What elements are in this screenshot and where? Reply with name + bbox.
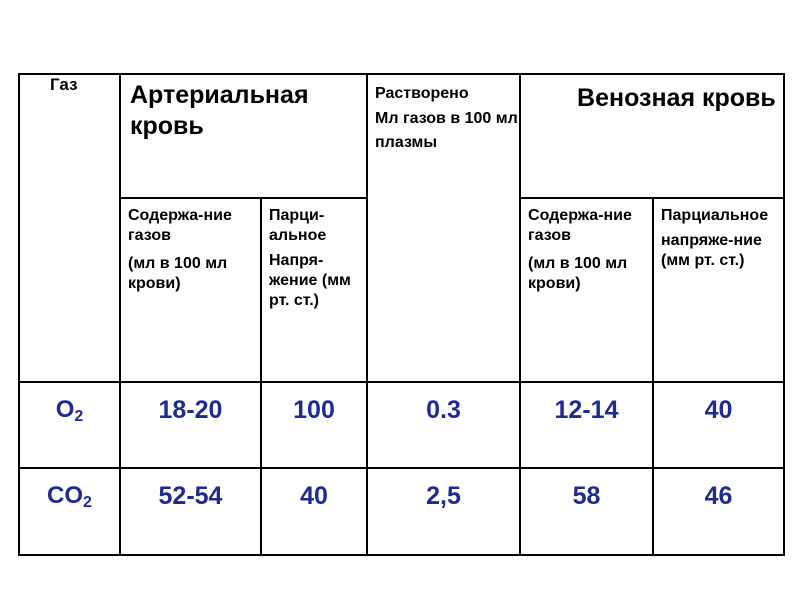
arterial-partial-label-line1: Парци-альное (269, 207, 327, 244)
venous-blood-header (520, 74, 784, 198)
arterial-content-label-line2: (мл в 100 мл крови) (128, 255, 228, 292)
venous-partial-label-line2: напряже-ние (мм рт. ст.) (661, 232, 762, 269)
dissolved-value: 2,5 (367, 468, 520, 555)
gas-formula: CO (47, 482, 84, 509)
venous-partial-label-line1: Парциальное (661, 207, 769, 224)
venous-partial-value: 46 (653, 468, 784, 555)
table-row (19, 382, 784, 468)
gas-name-cell (19, 468, 120, 555)
dissolved-label-line2: Мл газов в 100 мл (375, 110, 518, 127)
arterial-content-value: 52-54 (120, 468, 261, 555)
gas-formula-subscript: 2 (74, 408, 84, 425)
gas-header-label: Газ (50, 75, 78, 94)
dissolved-label-line1: Растворено (375, 85, 469, 102)
venous-content-label-line1: Содержа-ние газов (528, 207, 632, 244)
venous-content-label-line2: (мл в 100 мл крови) (528, 255, 628, 292)
arterial-partial-value: 40 (261, 468, 367, 555)
arterial-content-label-line1: Содержа-ние газов (128, 207, 232, 244)
venous-blood-label: Венозная кровь (577, 84, 776, 112)
venous-content-header (520, 198, 653, 382)
venous-partial-value: 40 (653, 382, 784, 468)
gas-formula: O (55, 396, 75, 423)
arterial-blood-header (120, 74, 367, 198)
table-row (19, 468, 784, 555)
venous-content-value: 12-14 (520, 382, 653, 468)
arterial-content-header (120, 198, 261, 382)
arterial-partial-label-line2: Напря-жение (мм рт. ст.) (269, 252, 351, 309)
arterial-partial-header (261, 198, 367, 382)
gas-column-header (19, 74, 120, 382)
dissolved-label-line3: плазмы (375, 134, 437, 151)
gas-name-cell (19, 382, 120, 468)
arterial-blood-label: Артериальная кровь (130, 81, 309, 140)
arterial-partial-value: 100 (261, 382, 367, 468)
arterial-content-value: 18-20 (120, 382, 261, 468)
venous-content-value: 58 (520, 468, 653, 555)
dissolved-value: 0.3 (367, 382, 520, 468)
venous-partial-header (653, 198, 784, 382)
dissolved-header (367, 74, 520, 382)
gas-formula-subscript: 2 (83, 494, 92, 511)
blood-gas-table (18, 73, 785, 556)
